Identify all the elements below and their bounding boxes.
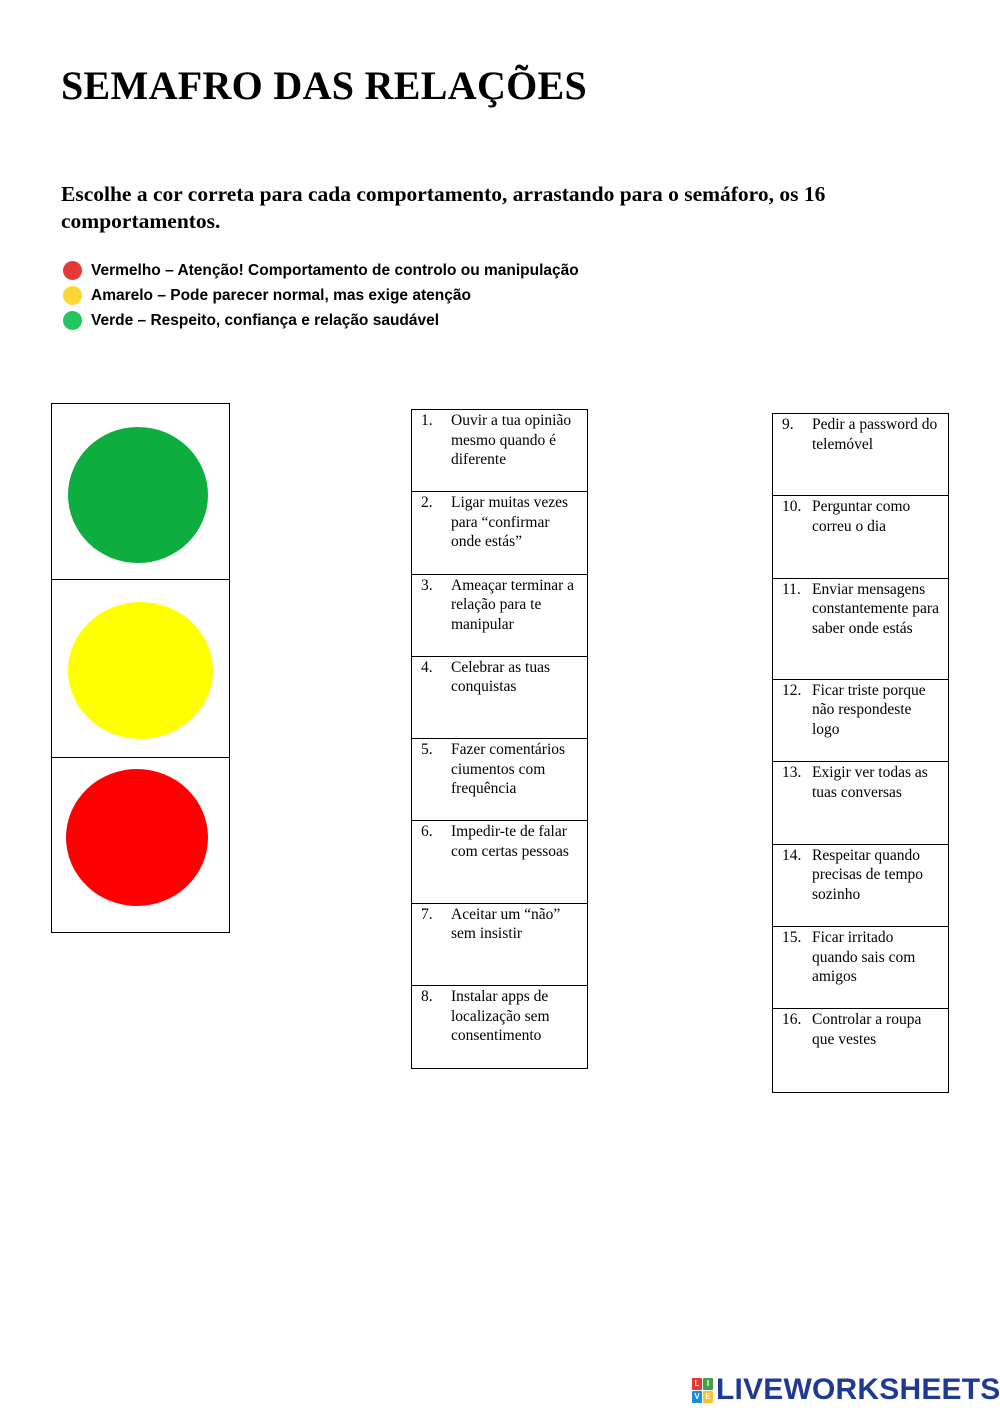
page-title: SEMAFRO DAS RELAÇÕES xyxy=(61,63,588,108)
yellow-dot-icon xyxy=(63,286,82,305)
behavior-card[interactable] xyxy=(412,492,587,574)
behavior-card[interactable] xyxy=(412,410,587,492)
item-number: 16. xyxy=(782,1011,802,1029)
instruction-text: Escolhe a cor correta para cada comportamento, arrastando para o semáforo, os 16 comportamentos. xyxy=(61,182,826,233)
item-number: 4. xyxy=(421,658,433,676)
item-number: 11. xyxy=(782,580,801,598)
behavior-card[interactable] xyxy=(412,575,587,657)
item-number: 14. xyxy=(782,846,802,864)
behavior-card[interactable] xyxy=(773,762,948,844)
drop-zone-green[interactable] xyxy=(52,404,229,580)
logo-tile: E xyxy=(703,1391,713,1403)
behavior-card[interactable] xyxy=(412,657,587,739)
behavior-card[interactable] xyxy=(773,1009,948,1091)
behavior-card[interactable] xyxy=(773,927,948,1009)
green-dot-icon xyxy=(63,311,82,330)
item-text: Ouvir a tua opinião mesmo quando é diferente xyxy=(451,412,572,469)
behavior-card[interactable] xyxy=(773,496,948,578)
behavior-card[interactable] xyxy=(773,845,948,927)
item-number: 2. xyxy=(421,494,433,512)
item-text: Impedir-te de falar com certas pessoas xyxy=(451,823,569,861)
behavior-card[interactable] xyxy=(412,821,587,903)
behavior-card[interactable] xyxy=(412,986,587,1068)
item-text: Pedir a password do telemóvel xyxy=(812,416,938,453)
item-number: 12. xyxy=(782,681,802,699)
legend-label-green: Verde – Respeito, confiança e relação saudável xyxy=(91,311,440,329)
behavior-card[interactable] xyxy=(773,579,948,680)
item-text: Ameaçar terminar a relação para te manipular xyxy=(451,576,575,633)
item-text: Ficar irritado quando sais com amigos xyxy=(812,928,916,986)
logo-tile: L xyxy=(692,1378,702,1390)
yellow-light-icon xyxy=(68,602,213,739)
green-light-icon xyxy=(68,427,208,563)
item-text: Aceitar um “não” sem insistir xyxy=(451,905,561,943)
brand-name: LIVEWORKSHEETS xyxy=(716,1373,1000,1406)
color-legend xyxy=(63,258,579,333)
item-number: 7. xyxy=(421,905,433,923)
behavior-card[interactable] xyxy=(773,680,948,762)
liveworksheets-logo-icon xyxy=(692,1378,713,1403)
liveworksheets-logo xyxy=(692,1373,1000,1407)
item-number: 9. xyxy=(782,416,794,433)
legend-label-yellow: Amarelo – Pode parecer normal, mas exige atenção xyxy=(91,286,471,304)
item-number: 6. xyxy=(421,823,433,841)
behaviors-column-1 xyxy=(411,409,588,1069)
item-number: 3. xyxy=(421,576,433,594)
item-number: 15. xyxy=(782,928,802,946)
item-text: Perguntar como correu o dia xyxy=(812,498,911,535)
behaviors-column-2 xyxy=(772,413,949,1093)
item-text: Ficar triste porque não respondeste logo xyxy=(812,681,926,738)
item-number: 8. xyxy=(421,988,433,1006)
item-text: Fazer comentários ciumentos com frequência xyxy=(451,741,566,798)
legend-item-green xyxy=(63,308,579,333)
traffic-light xyxy=(51,403,230,933)
item-text: Instalar apps de localização sem consentimento xyxy=(451,988,550,1045)
legend-item-red xyxy=(63,258,579,283)
red-light-icon xyxy=(66,769,208,906)
item-number: 10. xyxy=(782,498,802,516)
item-number: 13. xyxy=(782,764,802,782)
drop-zone-red[interactable] xyxy=(52,758,229,932)
item-text: Controlar a roupa que vestes xyxy=(812,1011,922,1048)
legend-item-yellow xyxy=(63,283,579,308)
legend-label-red: Vermelho – Atenção! Comportamento de controlo ou manipulação xyxy=(91,261,579,279)
item-number: 5. xyxy=(421,741,433,759)
item-text: Enviar mensagens constantemente para saber onde estás xyxy=(812,580,939,637)
item-text: Ligar muitas vezes para “confirmar onde estás” xyxy=(451,494,569,551)
logo-tile: I xyxy=(703,1378,713,1390)
item-number: 1. xyxy=(421,412,433,429)
red-dot-icon xyxy=(63,261,82,280)
behavior-card[interactable] xyxy=(773,414,948,496)
behavior-card[interactable] xyxy=(412,739,587,821)
drop-zone-yellow[interactable] xyxy=(52,580,229,758)
item-text: Respeitar quando precisas de tempo sozinho xyxy=(812,846,924,903)
item-text: Exigir ver todas as tuas conversas xyxy=(812,764,928,801)
logo-tile: V xyxy=(692,1391,702,1403)
item-text: Celebrar as tuas conquistas xyxy=(451,658,550,696)
behavior-card[interactable] xyxy=(412,904,587,986)
